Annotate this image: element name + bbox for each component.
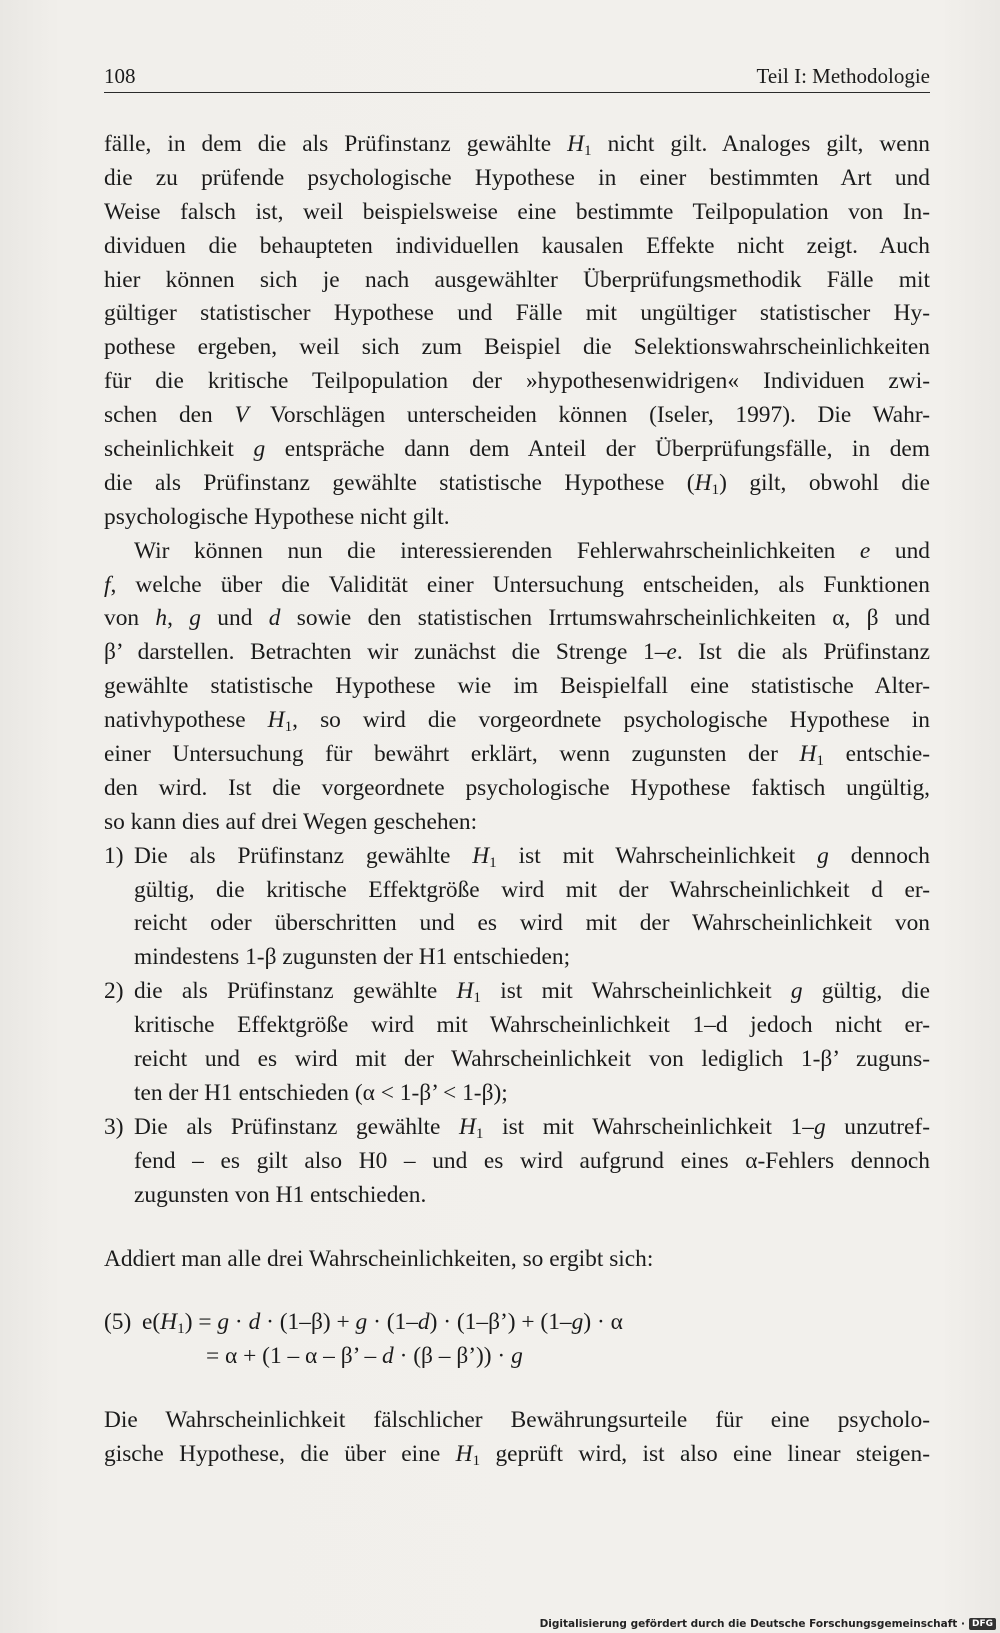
paragraph-1 bbox=[104, 128, 930, 535]
text-line: die zu prüfende psychologische Hypothese in einer bestimmten Art und bbox=[104, 164, 930, 191]
text-line: pothese ergeben, weil sich zum Beispiel die Selektionswahrscheinlichkeiten bbox=[104, 334, 930, 361]
text-line: Weise falsch ist, weil beispielsweise eine bestimmte Teilpopulation von In- bbox=[104, 198, 930, 225]
list-item-text: reicht oder überschritten und es wird mit der Wahrscheinlichkeit von bbox=[134, 910, 930, 937]
text-line: f, welche über die Validität einer Untersuchung entscheiden, als Funktionen bbox=[104, 571, 930, 598]
text-line: Wir können nun die interessierenden Fehlerwahrscheinlichkeiten e und bbox=[134, 537, 930, 564]
list-item-line bbox=[104, 907, 930, 941]
list-item-text: reicht und es wird mit der Wahrscheinlichkeit von lediglich 1-β’ zuguns- bbox=[134, 1046, 930, 1073]
equation-text-2: = α + (1 – α – β’ – d · (β – β’)) · g bbox=[206, 1343, 523, 1370]
list-item-line bbox=[104, 941, 930, 975]
list-item-text: Die als Prüfinstanz gewählte $H_1$ ist mit Wahrscheinlichkeit 1–g unzutref- bbox=[134, 1113, 930, 1142]
text-line: schen den V Vorschlägen unterscheiden können (Iseler, 1997). Die Wahr- bbox=[104, 402, 930, 429]
text-line: einer Untersuchung für bewährt erklärt, wenn zugunsten der $H_1$ entschie- bbox=[104, 741, 930, 769]
list-number: 1) bbox=[104, 842, 124, 869]
list-item bbox=[104, 975, 930, 1111]
list-item-line bbox=[104, 1179, 930, 1213]
list-item-line bbox=[104, 840, 930, 874]
running-title: Teil I: Methodologie bbox=[756, 64, 930, 88]
list-item-line bbox=[104, 1145, 930, 1179]
list-item-text: fend – es gilt also H0 – und es wird aufgrund eines α-Fehlers dennoch bbox=[134, 1147, 930, 1174]
list-item-text: gültig, die kritische Effektgröße wird mit der Wahrscheinlichkeit d er- bbox=[134, 876, 930, 903]
text-line: hier können sich je nach ausgewählter Überprüfungsmethodik Fälle mit bbox=[104, 266, 930, 293]
list-item-text: mindestens 1-β zugunsten der H1 entschieden; bbox=[134, 944, 571, 971]
list-item-text: zugunsten von H1 entschieden. bbox=[134, 1181, 427, 1208]
page-header bbox=[104, 58, 930, 93]
text-line: gewählte statistische Hypothese wie im Beispielfall eine statistische Alter- bbox=[104, 673, 930, 700]
page-number: 108 bbox=[104, 64, 136, 88]
sum-intro: Addiert man alle drei Wahrscheinlichkeiten, so ergibt sich: bbox=[104, 1245, 654, 1272]
text-line: gische Hypothese, die über eine $H_1$ geprüft wird, ist also eine linear steigen- bbox=[104, 1441, 930, 1469]
list-item-line bbox=[104, 1111, 930, 1145]
list-item-line bbox=[104, 1009, 930, 1043]
text-line: β’ darstellen. Betrachten wir zunächst die Strenge 1–e. Ist die als Prüfinstanz bbox=[104, 639, 930, 666]
text-line: den wird. Ist die vorgeordnete psychologische Hypothese faktisch ungültig, bbox=[104, 774, 930, 801]
list-item bbox=[104, 1111, 930, 1213]
text-line: psychologische Hypothese nicht gilt. bbox=[104, 503, 450, 530]
credit-text: Digitalisierung gefördert durch die Deutsche Forschungsgemeinschaft · bbox=[539, 1618, 965, 1630]
equation-label: (5) bbox=[104, 1309, 132, 1336]
equation-line-1 bbox=[104, 1306, 930, 1340]
list-item-text: Die als Prüfinstanz gewählte $H_1$ ist mit Wahrscheinlichkeit g dennoch bbox=[134, 842, 931, 871]
paragraph-2 bbox=[104, 535, 930, 840]
text-line: gültiger statistischer Hypothese und Fälle mit ungültiger statistischer Hy- bbox=[104, 300, 930, 327]
final-paragraph bbox=[104, 1404, 930, 1472]
list-item-text: kritische Effektgröße wird mit Wahrscheinlichkeit 1–d jedoch nicht er- bbox=[134, 1012, 930, 1039]
list-number: 2) bbox=[104, 978, 124, 1005]
list-number: 3) bbox=[104, 1113, 124, 1140]
list-item bbox=[104, 840, 930, 976]
text-line: für die kritische Teilpopulation der »hypothesenwidrigen« Individuen zwi- bbox=[104, 368, 930, 395]
digitization-credit bbox=[540, 1618, 996, 1630]
enumerated-list bbox=[104, 840, 930, 1213]
body-text bbox=[104, 128, 930, 1472]
list-item-text: ten der H1 entschieden (α < 1-β’ < 1-β); bbox=[134, 1079, 508, 1106]
list-item-line bbox=[104, 874, 930, 908]
text-line: von h, g und d sowie den statistischen Irrtumswahrscheinlichkeiten α, β und bbox=[104, 605, 930, 632]
list-item-line bbox=[104, 1077, 930, 1111]
dfg-logo: DFG bbox=[969, 1618, 996, 1630]
equation-line-2 bbox=[104, 1340, 930, 1374]
list-item-line bbox=[104, 975, 930, 1009]
text-line: fälle, in dem die als Prüfinstanz gewählte $H_1$ nicht gilt. Analoges gilt, wenn bbox=[104, 131, 930, 159]
text-line: die als Prüfinstanz gewählte statistische Hypothese $(H_1)$ gilt, obwohl die bbox=[104, 469, 931, 498]
list-item-line bbox=[104, 1043, 930, 1077]
text-line: so kann dies auf drei Wegen geschehen: bbox=[104, 808, 478, 835]
text-line: nativhypothese $H_1$, so wird die vorgeordnete psychologische Hypothese in bbox=[104, 707, 930, 735]
equation-text-1: $e(H_1) = g \cdot d \cdot (1-\beta) + g \cdot (1-d)$ · (1–β’) + (1–g) · α bbox=[142, 1309, 623, 1338]
text-line: Die Wahrscheinlichkeit fälschlicher Bewährungsurteile für eine psycholo- bbox=[104, 1407, 930, 1434]
text-line: dividuen die behaupteten individuellen kausalen Effekte nicht zeigt. Auch bbox=[104, 232, 930, 259]
text-line: scheinlichkeit g entspräche dann dem Anteil der Überprüfungsfälle, in dem bbox=[104, 436, 930, 463]
list-item-text: die als Prüfinstanz gewählte $H_1$ ist mit Wahrscheinlichkeit g gültig, die bbox=[134, 978, 931, 1007]
